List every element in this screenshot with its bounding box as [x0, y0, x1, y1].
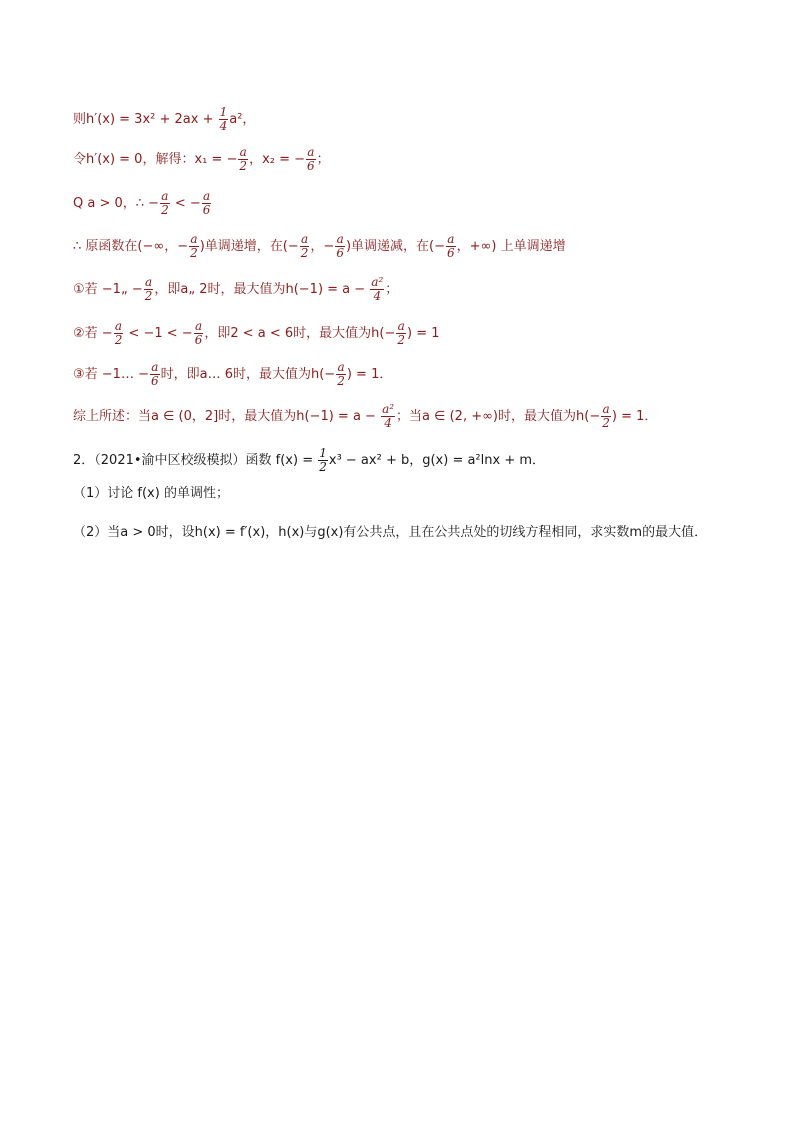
fraction: $\frac{a}{6}$ [336, 232, 344, 260]
solution-case-1: ①若 −1„ − $\frac{a}{2}$ ，即a„ 2时，最大值为h(−1) = a − $\frac{\text{a²}}{4}$ ； [73, 275, 399, 303]
fraction: $\frac{1}{4}$ [219, 105, 228, 133]
fraction: $\frac{a}{2}$ [602, 402, 610, 430]
fraction: $\frac{a}{2}$ [190, 232, 198, 260]
fraction: $\frac{a}{2}$ [161, 189, 169, 217]
solution-line-monotonicity: ∴ 原函数在(−∞，− $\frac{a}{2}$ )单调递增，在(− $\frac{a}{2}$ ，− $\frac{a}{6}$ )单调递减，在(− $\frac{a}{6}$ ，+∞) 上单调递增 [73, 232, 566, 260]
solution-case-3: ③若 −1… − $\frac{a}{6}$ 时，即a… 6时，最大值为h(− $\frac{a}{2}$ ) = 1． [73, 360, 393, 388]
problem-2-statement: 2．（2021•渝中区校级模拟）函数 f(x) = $\frac{1}{2}$ x³ − ax² + b，g(x) = a²lnx + m． [73, 446, 546, 474]
fraction: $\frac{a}{2}$ [144, 275, 153, 303]
problem-2-part-2: （2）当a > 0时，设h(x) = f′(x)，h(x)与g(x)有公共点，且在公共点处的切线方程相同，求实数m的最大值． [73, 525, 708, 540]
solution-summary: 综上所述：当a ∈ (0，2]时，最大值为h(−1) = a − $\frac{\text{a²}}{4}$ ；当a ∈ (2, +∞)时，最大值为h(− $\frac{a}{2}$ ) = 1． [73, 402, 658, 430]
solution-line-derivative: 则h′(x) = 3x² + 2ax + $\frac{1}{4}$ a²， [73, 105, 256, 133]
fraction: $\frac{a}{2}$ [300, 232, 309, 260]
fraction: $\frac{a}{6}$ [150, 360, 159, 388]
solution-line-compare: Q a > 0，∴ − $\frac{a}{2}$ < − $\frac{a}{6}$ [73, 189, 211, 217]
fraction: $\frac{\text{a²}}{4}$ [382, 402, 395, 430]
fraction: $\frac{a}{2}$ [397, 319, 406, 347]
solution-line-roots: 令h′(x) = 0，解得：x₁ = − $\frac{a}{2}$ ，x₂ = − $\frac{a}{6}$ ； [73, 145, 330, 173]
fraction: $\frac{\text{a²}}{4}$ [371, 275, 384, 303]
fraction: $\frac{a}{2}$ [239, 145, 248, 173]
fraction: $\frac{a}{6}$ [194, 319, 203, 347]
fraction: $\frac{a}{6}$ [307, 145, 315, 173]
fraction: $\frac{a}{2}$ [337, 360, 345, 388]
solution-case-2: ②若 − $\frac{a}{2}$ < −1 < − $\frac{a}{6}$ ，即2 < a < 6时，最大值为h(− $\frac{a}{2}$ ) = 1 [73, 319, 440, 347]
problem-2-part-1: （1）讨论 f(x) 的单调性； [73, 486, 229, 501]
fraction: $\frac{a}{6}$ [202, 189, 211, 217]
fraction: $\frac{a}{6}$ [447, 232, 455, 260]
fraction: $\frac{1}{2}$ [319, 446, 327, 474]
fraction: $\frac{a}{2}$ [114, 319, 123, 347]
